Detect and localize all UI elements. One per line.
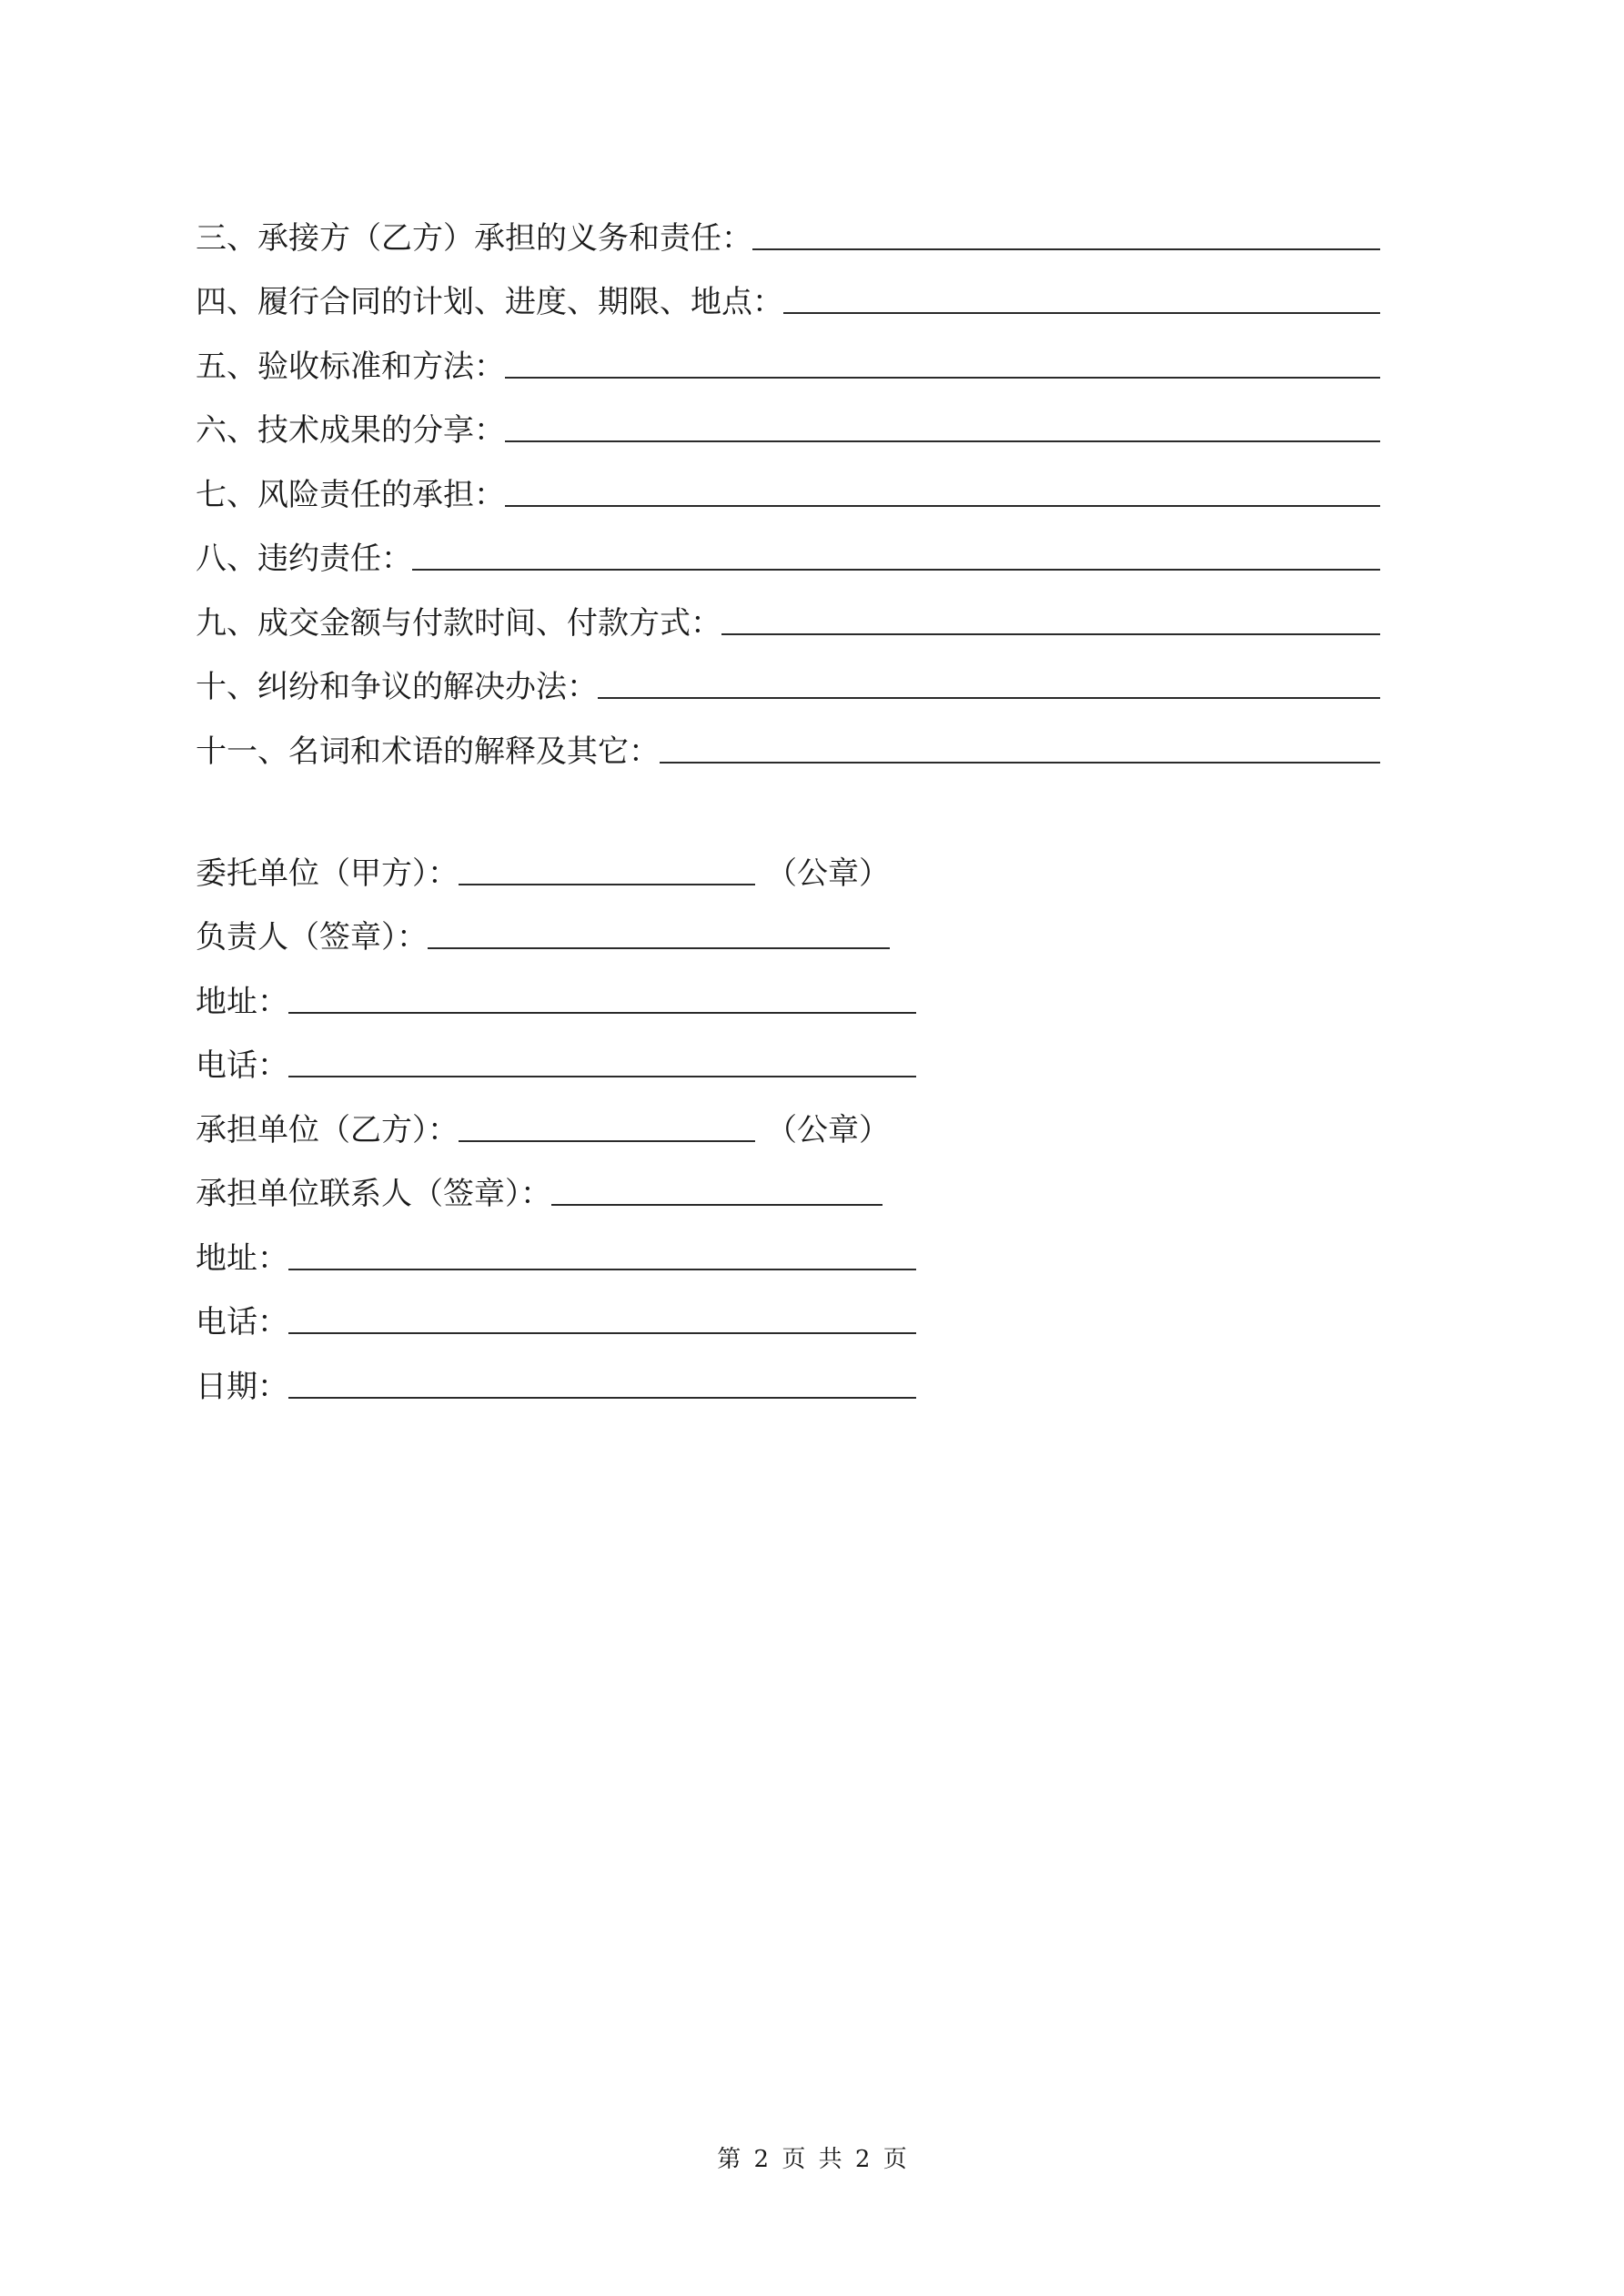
party-b-phone-label: 电话： [196, 1304, 288, 1340]
clause-label: 十一、名词和术语的解释及其它： [196, 733, 660, 770]
clause-8 [196, 523, 1380, 588]
party-b-phone-row [196, 1287, 923, 1351]
party-a-unit-label: 委托单位（甲方）： [196, 855, 459, 892]
party-b-unit-label: 承担单位（乙方）： [196, 1111, 459, 1148]
party-a-principal-label: 负责人（签章）： [196, 919, 428, 956]
clause-label: 五、验收标准和方法： [196, 348, 505, 385]
clause-label: 八、违约责任： [196, 541, 412, 577]
fill-in-line[interactable] [721, 632, 1380, 635]
clause-9 [196, 587, 1380, 652]
party-b-address-label: 地址： [196, 1239, 288, 1277]
party-a-address-line[interactable] [288, 1011, 916, 1014]
party-b-contact-row [196, 1158, 923, 1223]
clause-5 [196, 330, 1380, 395]
page-number: 第 2 页 共 2 页 [717, 2146, 907, 2173]
fill-in-line[interactable] [783, 311, 1380, 314]
party-b-address-row [196, 1222, 923, 1287]
clause-label: 十、纠纷和争议的解决办法： [196, 669, 598, 705]
clause-7 [196, 459, 1380, 523]
party-b-contact-line[interactable] [551, 1203, 883, 1206]
date-row [196, 1350, 923, 1415]
fill-in-line[interactable] [505, 440, 1380, 442]
clause-label: 六、技术成果的分享： [196, 412, 505, 449]
signature-block [196, 837, 923, 1415]
date-label: 日期： [196, 1368, 288, 1405]
clause-4 [196, 267, 1380, 331]
fill-in-line[interactable] [660, 761, 1380, 764]
party-a-address-row [196, 966, 923, 1030]
clause-11 [196, 715, 1380, 780]
fill-in-line[interactable] [752, 248, 1380, 250]
clause-10 [196, 652, 1380, 716]
party-b-contact-label: 承担单位联系人（签章）： [196, 1176, 551, 1212]
clause-label: 九、成交金额与付款时间、付款方式： [196, 604, 721, 642]
party-a-unit-row [196, 837, 923, 902]
fill-in-line[interactable] [598, 696, 1380, 699]
clause-label: 七、风险责任的承担： [196, 476, 505, 513]
party-a-phone-label: 电话： [196, 1047, 288, 1084]
party-b-phone-line[interactable] [288, 1331, 916, 1334]
fill-in-line[interactable] [412, 568, 1380, 571]
party-b-unit-line[interactable] [459, 1139, 755, 1142]
fill-in-line[interactable] [505, 376, 1380, 379]
party-a-principal-row [196, 902, 923, 966]
clause-label: 三、承接方（乙方）承担的义务和责任： [196, 219, 752, 257]
party-b-seal-label: （公章） [766, 1111, 890, 1148]
fill-in-line[interactable] [505, 504, 1380, 507]
party-b-unit-row [196, 1094, 923, 1158]
party-a-seal-label: （公章） [766, 855, 890, 892]
party-a-principal-line[interactable] [428, 946, 890, 949]
clause-label: 四、履行合同的计划、进度、期限、地点： [196, 284, 783, 320]
clause-6 [196, 395, 1380, 460]
party-a-phone-row [196, 1030, 923, 1095]
party-b-address-line[interactable] [288, 1268, 916, 1270]
contract-clauses [196, 202, 1380, 780]
party-a-phone-line[interactable] [288, 1075, 916, 1077]
clause-3 [196, 202, 1380, 267]
party-a-unit-line[interactable] [459, 883, 755, 885]
date-line[interactable] [288, 1396, 916, 1399]
party-a-address-label: 地址： [196, 983, 288, 1020]
